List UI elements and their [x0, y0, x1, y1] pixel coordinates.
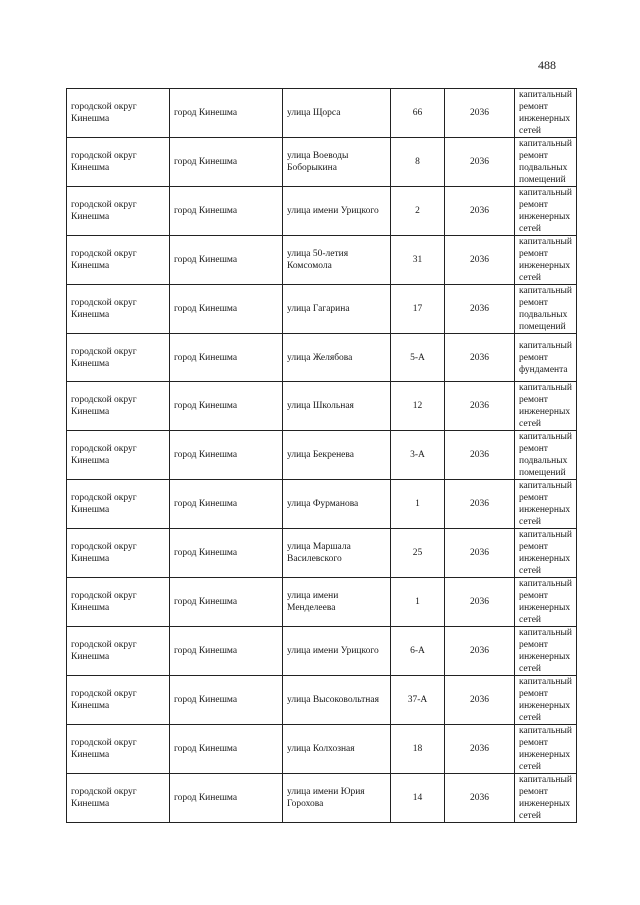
house-number-cell: 1 — [391, 578, 445, 627]
house-number-cell: 17 — [391, 285, 445, 334]
settlement-cell: город Кинешма — [170, 187, 283, 236]
house-number-cell: 8 — [391, 138, 445, 187]
table-row — [67, 529, 577, 578]
table-body — [67, 89, 577, 823]
street-cell: улица Щорса — [283, 89, 391, 138]
settlement-cell: город Кинешма — [170, 676, 283, 725]
municipality-cell: городской округ Кинешма — [67, 578, 170, 627]
street-cell: улица Фурманова — [283, 480, 391, 529]
year-cell: 2036 — [445, 187, 515, 236]
settlement-cell: город Кинешма — [170, 285, 283, 334]
street-cell: улица Бекренева — [283, 431, 391, 480]
settlement-cell: город Кинешма — [170, 431, 283, 480]
settlement-cell: город Кинешма — [170, 725, 283, 774]
year-cell: 2036 — [445, 578, 515, 627]
house-number-cell: 1 — [391, 480, 445, 529]
work-type-cell: капитальный ремонт инженерных сетей — [515, 382, 577, 431]
table-row — [67, 676, 577, 725]
settlement-cell: город Кинешма — [170, 236, 283, 285]
year-cell: 2036 — [445, 676, 515, 725]
table-row — [67, 431, 577, 480]
year-cell: 2036 — [445, 529, 515, 578]
year-cell: 2036 — [445, 285, 515, 334]
house-number-cell: 25 — [391, 529, 445, 578]
house-number-cell: 12 — [391, 382, 445, 431]
municipality-cell: городской округ Кинешма — [67, 676, 170, 725]
work-type-cell: капитальный ремонт инженерных сетей — [515, 89, 577, 138]
municipality-cell: городской округ Кинешма — [67, 334, 170, 382]
settlement-cell: город Кинешма — [170, 382, 283, 431]
street-cell: улица имени Урицкого — [283, 627, 391, 676]
street-cell: улица имени Менделеева — [283, 578, 391, 627]
house-number-cell: 31 — [391, 236, 445, 285]
repair-schedule-table — [66, 88, 577, 823]
work-type-cell: капитальный ремонт инженерных сетей — [515, 578, 577, 627]
table-row — [67, 89, 577, 138]
municipality-cell: городской округ Кинешма — [67, 285, 170, 334]
street-cell: улица Высоковольтная — [283, 676, 391, 725]
municipality-cell: городской округ Кинешма — [67, 774, 170, 823]
work-type-cell: капитальный ремонт инженерных сетей — [515, 676, 577, 725]
municipality-cell: городской округ Кинешма — [67, 529, 170, 578]
work-type-cell: капитальный ремонт подвальных помещений — [515, 138, 577, 187]
work-type-cell: капитальный ремонт инженерных сетей — [515, 529, 577, 578]
house-number-cell: 5-А — [391, 334, 445, 382]
year-cell: 2036 — [445, 89, 515, 138]
house-number-cell: 18 — [391, 725, 445, 774]
table-row — [67, 334, 577, 382]
table-row — [67, 236, 577, 285]
house-number-cell: 37-А — [391, 676, 445, 725]
street-cell: улица имени Юрия Горохова — [283, 774, 391, 823]
year-cell: 2036 — [445, 627, 515, 676]
street-cell: улица Гагарина — [283, 285, 391, 334]
municipality-cell: городской округ Кинешма — [67, 89, 170, 138]
year-cell: 2036 — [445, 431, 515, 480]
municipality-cell: городской округ Кинешма — [67, 187, 170, 236]
settlement-cell: город Кинешма — [170, 480, 283, 529]
year-cell: 2036 — [445, 774, 515, 823]
municipality-cell: городской округ Кинешма — [67, 382, 170, 431]
work-type-cell: капитальный ремонт инженерных сетей — [515, 187, 577, 236]
table-row — [67, 187, 577, 236]
page-number: 488 — [538, 58, 556, 72]
street-cell: улица 50-летия Комсомола — [283, 236, 391, 285]
table-row — [67, 627, 577, 676]
settlement-cell: город Кинешма — [170, 627, 283, 676]
street-cell: улица Школьная — [283, 382, 391, 431]
municipality-cell: городской округ Кинешма — [67, 138, 170, 187]
year-cell: 2036 — [445, 138, 515, 187]
street-cell: улица Колхозная — [283, 725, 391, 774]
work-type-cell: капитальный ремонт инженерных сетей — [515, 627, 577, 676]
year-cell: 2036 — [445, 236, 515, 285]
municipality-cell: городской округ Кинешма — [67, 627, 170, 676]
street-cell: улица Желябова — [283, 334, 391, 382]
work-type-cell: капитальный ремонт инженерных сетей — [515, 725, 577, 774]
house-number-cell: 66 — [391, 89, 445, 138]
table-row — [67, 578, 577, 627]
house-number-cell: 6-А — [391, 627, 445, 676]
table-row — [67, 480, 577, 529]
settlement-cell: город Кинешма — [170, 334, 283, 382]
house-number-cell: 2 — [391, 187, 445, 236]
work-type-cell: капитальный ремонт инженерных сетей — [515, 236, 577, 285]
house-number-cell: 14 — [391, 774, 445, 823]
municipality-cell: городской округ Кинешма — [67, 431, 170, 480]
house-number-cell: 3-А — [391, 431, 445, 480]
settlement-cell: город Кинешма — [170, 89, 283, 138]
street-cell: улица Маршала Василевского — [283, 529, 391, 578]
year-cell: 2036 — [445, 480, 515, 529]
settlement-cell: город Кинешма — [170, 578, 283, 627]
table-row — [67, 382, 577, 431]
municipality-cell: городской округ Кинешма — [67, 236, 170, 285]
work-type-cell: капитальный ремонт инженерных сетей — [515, 480, 577, 529]
year-cell: 2036 — [445, 382, 515, 431]
work-type-cell: капитальный ремонт подвальных помещений — [515, 431, 577, 480]
year-cell: 2036 — [445, 725, 515, 774]
work-type-cell: капитальный ремонт инженерных сетей — [515, 774, 577, 823]
table-row — [67, 774, 577, 823]
street-cell: улица имени Урицкого — [283, 187, 391, 236]
table-row — [67, 138, 577, 187]
work-type-cell: капитальный ремонт подвальных помещений — [515, 285, 577, 334]
settlement-cell: город Кинешма — [170, 138, 283, 187]
work-type-cell: капитальный ремонт фундамента — [515, 334, 577, 382]
settlement-cell: город Кинешма — [170, 774, 283, 823]
table-row — [67, 725, 577, 774]
table-row — [67, 285, 577, 334]
municipality-cell: городской округ Кинешма — [67, 725, 170, 774]
year-cell: 2036 — [445, 334, 515, 382]
street-cell: улица Воеводы Боборыкина — [283, 138, 391, 187]
municipality-cell: городской округ Кинешма — [67, 480, 170, 529]
settlement-cell: город Кинешма — [170, 529, 283, 578]
